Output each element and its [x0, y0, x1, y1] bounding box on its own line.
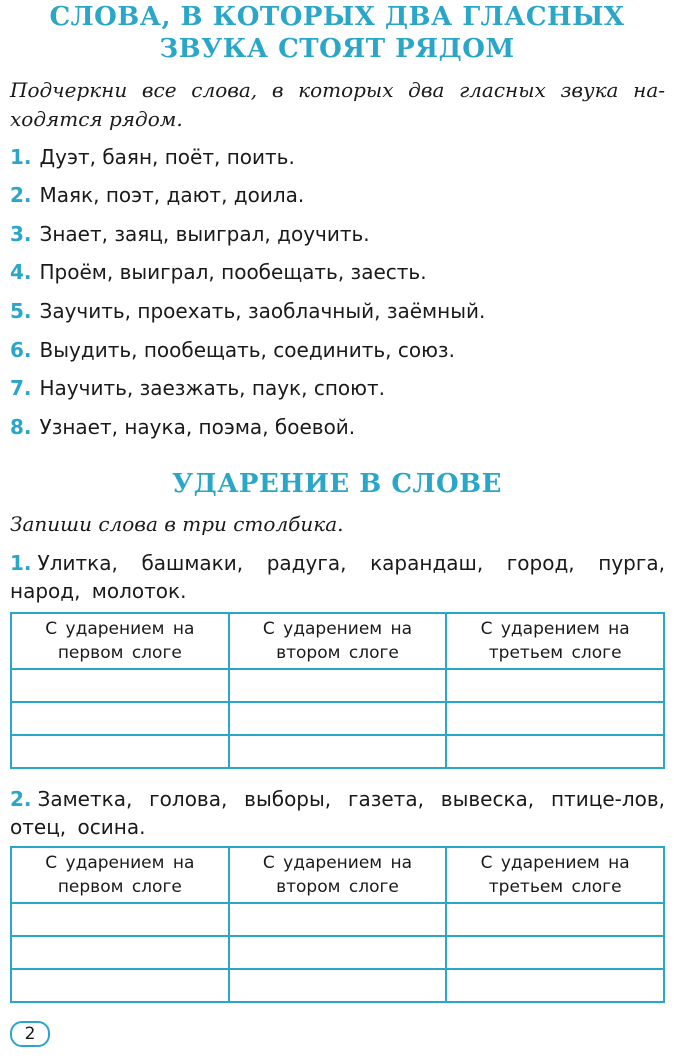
item-number: 5.: [10, 299, 32, 323]
answer-cell[interactable]: [229, 735, 447, 768]
item-number: 7.: [10, 376, 32, 400]
task-text: Заметка, голова, выборы, газета, вывеска, птице-лов, отец, осина.: [10, 787, 665, 839]
answer-cell[interactable]: [11, 936, 229, 969]
answer-table-1: [10, 612, 665, 769]
item-text: Знает, заяц, выиграл, доучить.: [39, 222, 370, 246]
item-text: Заучить, проехать, заоблачный, заёмный.: [39, 299, 486, 323]
list-item: [10, 299, 485, 323]
task-number: 2.: [10, 787, 32, 811]
answer-cell[interactable]: [229, 669, 447, 702]
table-row: [11, 669, 664, 702]
list-item: [10, 260, 427, 284]
answer-cell[interactable]: [11, 969, 229, 1002]
section-title-line1: СЛОВА, В КОТОРЫХ ДВА ГЛАСНЫХ: [49, 2, 625, 32]
answer-cell[interactable]: [11, 735, 229, 768]
column-header: С ударением на первом слоге: [11, 847, 229, 903]
item-number: 3.: [10, 222, 32, 246]
page-number: 2: [10, 1021, 50, 1047]
item-number: 6.: [10, 338, 32, 362]
list-item: [10, 145, 295, 169]
answer-cell[interactable]: [229, 969, 447, 1002]
answer-cell[interactable]: [446, 903, 664, 936]
task-text: Улитка, башмаки, радуга, карандаш, город, пурга, народ, молоток.: [10, 551, 665, 603]
section-title-line2: ЗВУКА СТОЯТ РЯДОМ: [159, 34, 515, 64]
table-row: [11, 969, 664, 1002]
item-text: Узнает, наука, поэма, боевой.: [39, 415, 356, 439]
item-number: 8.: [10, 415, 32, 439]
answer-cell[interactable]: [446, 936, 664, 969]
list-item: [10, 415, 355, 439]
answer-cell[interactable]: [11, 702, 229, 735]
table-row: [11, 735, 664, 768]
item-number: 4.: [10, 260, 32, 284]
answer-cell[interactable]: [446, 669, 664, 702]
section-title-stress: УДАРЕНИЕ В СЛОВЕ: [172, 469, 502, 499]
list-item: [10, 376, 385, 400]
column-header: С ударением на втором слоге: [229, 847, 447, 903]
list-item: [10, 222, 370, 246]
answer-cell[interactable]: [229, 903, 447, 936]
answer-cell[interactable]: [229, 936, 447, 969]
column-header: С ударением на первом слоге: [11, 613, 229, 669]
instruction-underline: Подчеркни все слова, в которых два гласных звука на-ходятся рядом.: [10, 78, 665, 131]
list-item: [10, 338, 455, 362]
task-number: 1.: [10, 551, 32, 575]
answer-table-2: [10, 846, 665, 1003]
column-header: С ударением на третьем слоге: [446, 613, 664, 669]
item-text: Маяк, поэт, дают, доила.: [39, 183, 305, 207]
answer-cell[interactable]: [11, 669, 229, 702]
task-2: [10, 785, 665, 841]
answer-cell[interactable]: [446, 969, 664, 1002]
table-row: [11, 936, 664, 969]
item-text: Дуэт, баян, поёт, поить.: [39, 145, 295, 169]
item-text: Научить, заезжать, паук, споют.: [39, 376, 385, 400]
list-item: [10, 183, 304, 207]
table-row: [11, 903, 664, 936]
task-1: [10, 549, 665, 605]
column-header: С ударением на втором слоге: [229, 613, 447, 669]
item-text: Выудить, пообещать, соединить, союз.: [39, 338, 455, 362]
item-text: Проём, выиграл, пообещать, заесть.: [39, 260, 427, 284]
instruction-columns: Запиши слова в три столбика.: [10, 512, 344, 536]
column-header: С ударением на третьем слоге: [446, 847, 664, 903]
item-number: 1.: [10, 145, 32, 169]
table-row: [11, 702, 664, 735]
item-number: 2.: [10, 183, 32, 207]
answer-cell[interactable]: [446, 702, 664, 735]
answer-cell[interactable]: [446, 735, 664, 768]
answer-cell[interactable]: [229, 702, 447, 735]
answer-cell[interactable]: [11, 903, 229, 936]
